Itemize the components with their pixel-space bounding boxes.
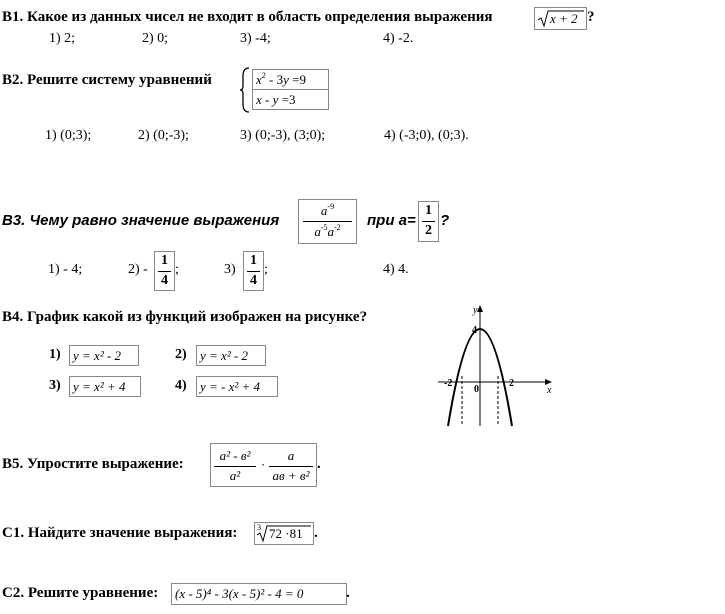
b3-option-2-fraction: 1 4 <box>154 251 175 291</box>
b1-text: Какое из данных чисел не входит в область определения выражения <box>27 9 493 25</box>
graph-tick-0: 0 <box>474 384 479 395</box>
b2-question <box>2 72 212 89</box>
c2-equation: (x - 5)⁴ - 3(x - 5)² - 4 = 0 <box>175 586 304 601</box>
c2-end: . <box>346 585 350 601</box>
b3-option-3[interactable]: 3) <box>224 262 236 277</box>
b2-text: Решите систему уравнений <box>27 72 212 88</box>
b3-value-box: 1 2 <box>418 201 439 242</box>
b1-expression-box <box>534 7 587 30</box>
b4-option-2-number: 2) <box>175 347 187 362</box>
b5-question <box>2 456 184 473</box>
b2-option-1[interactable]: 1) (0;3); <box>45 128 92 143</box>
b3-option-1[interactable]: 1) - 4; <box>48 262 83 277</box>
b5-label: B5. <box>2 456 24 472</box>
b1-option-4[interactable]: 4) -2. <box>383 31 414 46</box>
b4-option-4-number: 4) <box>175 378 187 393</box>
b2-option-4[interactable]: 4) (-3;0), (0;3). <box>384 128 469 143</box>
c1-expression-box <box>254 522 314 545</box>
b2-equation-2: x - y =3 <box>252 89 329 110</box>
b3-question <box>2 212 279 229</box>
b2-option-2[interactable]: 2) (0;-3); <box>138 128 189 143</box>
graph-x-label: x <box>547 385 552 396</box>
c2-question <box>2 585 158 602</box>
c2-label: C2. <box>2 585 25 601</box>
c2-text: Решите уравнение: <box>27 585 159 601</box>
c1-text: Найдите значение выражения: <box>27 525 238 541</box>
b3-option-3-end: ; <box>264 262 268 277</box>
b4-parabola-graph <box>436 300 558 428</box>
b5-text: Упростите выражение: <box>27 456 184 472</box>
b4-label: B4. <box>2 309 24 325</box>
b5-fraction-2-denominator: ав + в² <box>272 468 310 483</box>
b4-option-4[interactable]: y = - x² + 4 <box>196 376 278 397</box>
b1-question-mark: ? <box>587 9 595 25</box>
b4-option-2[interactable]: y = x² - 2 <box>196 345 266 366</box>
b3-option-2-end: ; <box>175 262 179 277</box>
b5-fraction-1-denominator: a² <box>229 468 241 483</box>
c1-root-index: 3 <box>257 523 261 532</box>
b5-fraction-1-numerator: a² - в² <box>219 448 251 463</box>
b3-label: B3. <box>2 212 26 229</box>
b3-option-4[interactable]: 4) 4. <box>383 262 409 277</box>
b3-denominator: $a^{-5}a^{-2}$ <box>314 223 341 239</box>
b2-option-3[interactable]: 3) (0;-3), (3;0); <box>240 128 326 143</box>
c1-radicand: 72 ·81 <box>269 526 303 541</box>
b4-question <box>2 309 367 326</box>
c1-end: . <box>314 525 318 541</box>
b5-expression-box <box>210 443 317 487</box>
c1-question <box>2 525 237 542</box>
graph-tick-2: 2 <box>509 378 514 389</box>
b4-option-3-number: 3) <box>49 378 61 393</box>
b1-label: B1. <box>2 9 24 25</box>
b5-fraction-2-line <box>269 466 313 467</box>
graph-tick-neg-2: -2 <box>444 378 453 389</box>
b5-fraction-2-numerator: a <box>287 448 295 463</box>
b4-option-1-number: 1) <box>49 347 61 362</box>
b1-option-1[interactable]: 1) 2; <box>49 31 76 46</box>
b4-option-3[interactable]: y = x² + 4 <box>69 376 141 397</box>
b3-option-2[interactable]: 2) - <box>128 262 148 277</box>
b2-label: B2. <box>2 72 24 88</box>
c2-equation-box <box>171 583 347 605</box>
c1-label: C1. <box>2 525 25 541</box>
graph-tick-4: 4 <box>472 325 477 336</box>
b4-text: График какой из функций изображен на рисунке? <box>27 309 368 325</box>
b3-option-3-fraction: 1 4 <box>243 251 264 291</box>
b2-equation-1: $x^2 - 3y =9$ <box>252 69 329 90</box>
b3-text: Чему равно значение выражения <box>29 212 280 229</box>
b1-option-3[interactable]: 3) -4; <box>240 31 271 46</box>
b1-option-2[interactable]: 2) 0; <box>142 31 169 46</box>
system-brace-icon <box>238 66 252 114</box>
b3-numerator: $a^{-9}$ <box>320 202 335 218</box>
b4-option-1[interactable]: y = x² - 2 <box>69 345 139 366</box>
graph-y-arrow-icon <box>477 305 483 312</box>
b3-expression-box <box>298 199 357 244</box>
b5-multiply-dot: · <box>260 457 266 472</box>
b3-question-mark: ? <box>440 212 450 229</box>
graph-y-label: y <box>473 305 478 316</box>
b1-radicand: x + 2 <box>550 11 578 26</box>
b5-fraction-1-line <box>214 466 256 467</box>
b5-end: . <box>317 456 321 472</box>
b1-question <box>2 9 492 26</box>
b3-fraction-line <box>303 221 352 222</box>
b3-at-text: при a= <box>367 212 416 229</box>
